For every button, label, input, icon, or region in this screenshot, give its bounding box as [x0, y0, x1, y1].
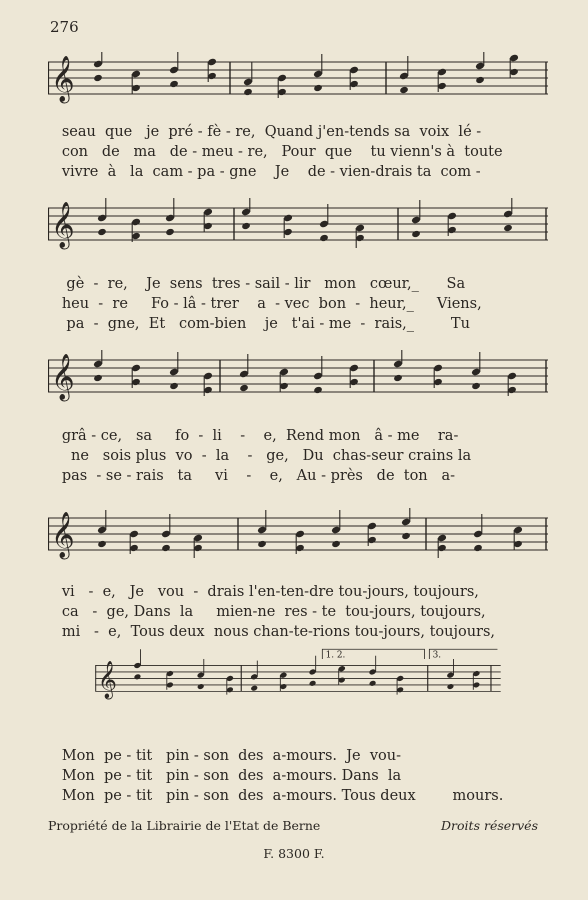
note-head — [509, 54, 519, 78]
lyric-line: pas - se - rais ta vi - e, Au - près de ton a- — [48, 468, 456, 484]
note-head — [193, 534, 203, 558]
note-head — [437, 534, 447, 558]
music-staff-1 — [48, 52, 548, 112]
treble-clef-icon: 𝄞 — [51, 512, 75, 558]
treble-clef-icon: 𝄞 — [97, 659, 117, 698]
note-head — [393, 350, 403, 382]
lyric-line: gè - re, Je sens tres - sail - lir mon cœur,_ Sa — [48, 276, 466, 292]
note-head — [309, 656, 317, 687]
lyric-line: Mon pe - tit pin - son des a-mours. Tous deux mours. — [48, 788, 504, 804]
catalog-code: F. 8300 F. — [263, 846, 325, 861]
page-number: 276 — [50, 18, 79, 36]
note-head — [437, 68, 447, 92]
note-head — [513, 526, 523, 550]
note-head — [283, 214, 293, 238]
volta-bracket — [429, 649, 497, 660]
staff-lines — [95, 665, 500, 691]
note-head — [401, 508, 411, 540]
lyric-line: mi - e, Tous deux nous chan-te-rions tou-jours, toujours, — [48, 624, 496, 640]
lyric-line: Mon pe - tit pin - son des a-mours. Dans la — [48, 768, 402, 784]
note-head — [472, 670, 480, 690]
note-head — [355, 224, 365, 248]
publisher-note: Propriété de la Librairie de l'Etat de Berne — [48, 818, 321, 833]
note-head — [166, 670, 174, 690]
note-head — [241, 198, 251, 230]
note-head — [161, 514, 171, 552]
note-head — [313, 356, 323, 394]
note-head — [243, 62, 253, 96]
note-head — [279, 672, 287, 692]
note-head — [503, 198, 513, 232]
treble-clef-icon: 𝄞 — [51, 56, 75, 102]
volta-label: 1. 2. — [325, 650, 346, 661]
lyric-line: vivre à la cam - pa - gne Je de - vien-drais ta com - — [48, 164, 481, 180]
note-head — [93, 350, 103, 382]
note-head — [279, 368, 289, 392]
music-staff-5 — [48, 646, 548, 706]
note-head — [169, 52, 179, 88]
note-head — [165, 198, 175, 236]
treble-clef-icon: 𝄞 — [51, 354, 75, 400]
lyric-line: ne sois plus vo - la - ge, Du chas-seur crains la — [48, 448, 472, 464]
staff-lines — [48, 62, 548, 94]
music-staff-3 — [48, 350, 548, 410]
note-head — [338, 665, 346, 685]
lyric-line: pa - gne, Et com-bien je t'ai - me - rais,_ Tu — [48, 316, 470, 332]
staff-lines — [48, 208, 548, 240]
note-head — [93, 52, 103, 82]
treble-clef-icon: 𝄞 — [51, 202, 75, 248]
rights-note: Droits réservés — [441, 818, 538, 833]
music-staff-4 — [48, 508, 548, 568]
note-head — [473, 514, 483, 552]
lyric-line: con de ma de - meu - re, Pour que tu vienn's à toute — [48, 144, 503, 160]
volta-label: 3. — [432, 650, 442, 661]
lyric-line: seau que je pré - fè - re, Quand j'en-tends sa voix lé - — [48, 124, 482, 140]
note-head — [369, 656, 377, 687]
note-head — [97, 198, 107, 236]
lyric-line: vi - e, Je vou - drais l'en-ten-dre tou-jours, toujours, — [48, 584, 479, 600]
lyric-line: grâ - ce, sa fo - li - e, Rend mon â - me ra- — [48, 428, 459, 444]
lyric-line: ca - ge, Dans la mien-ne res - te tou-jours, toujours, — [48, 604, 486, 620]
note-head — [133, 649, 141, 680]
note-head — [319, 204, 329, 242]
volta-bracket — [322, 649, 424, 660]
note-head — [131, 218, 141, 242]
note-head — [475, 52, 485, 84]
note-head — [203, 208, 213, 232]
music-staff-2 — [48, 198, 548, 258]
lyric-line: Mon pe - tit pin - son des a-mours. Je vou- — [48, 748, 402, 764]
lyric-line: heu - re Fo - lâ - trer a - vec bon - heur,_ Viens, — [48, 296, 482, 312]
note-head — [131, 70, 141, 94]
